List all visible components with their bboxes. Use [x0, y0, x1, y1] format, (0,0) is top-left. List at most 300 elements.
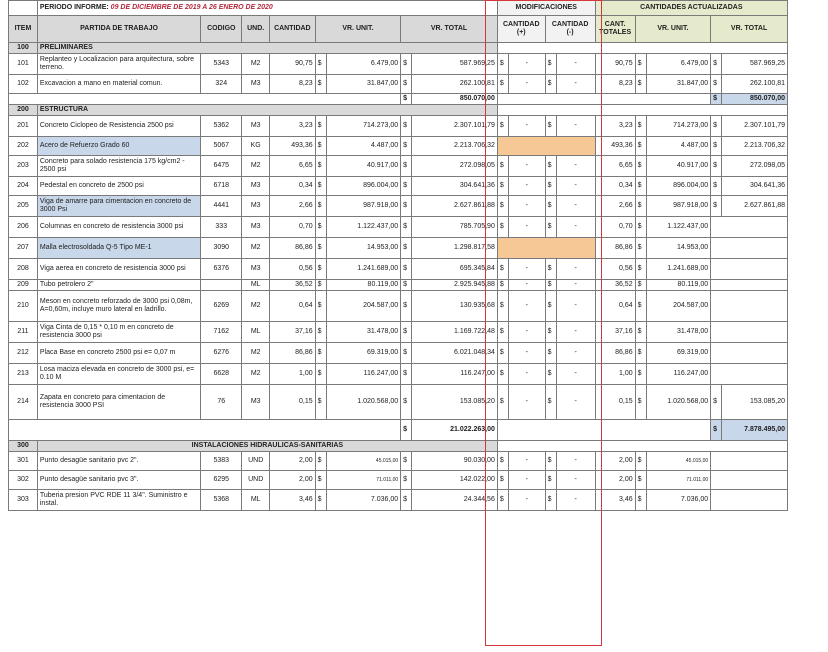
- currency-symbol: $: [401, 291, 412, 322]
- col-vr-unit-act: VR. UNIT.: [635, 16, 711, 43]
- vr-unit-act-cell: 6.479,00: [646, 54, 710, 75]
- modificaciones-header: MODIFICACIONES: [497, 1, 595, 16]
- vr-unit-act-cell: 80.119,00: [646, 280, 710, 291]
- item-cell: 212: [9, 343, 38, 364]
- dash-cell: -: [508, 116, 545, 137]
- table-row: [9, 280, 788, 291]
- currency-symbol: $: [315, 238, 326, 259]
- vr-total-act-cell: 304.641,36: [722, 177, 788, 196]
- subtotal-row-200: [9, 420, 788, 441]
- currency-symbol: $: [315, 217, 326, 238]
- vr-unit-act-cell: 69.319,00: [646, 343, 710, 364]
- cantidad-cell: 2,00: [270, 452, 316, 471]
- section-name: PRELIMINARES: [37, 43, 497, 54]
- table-row: [9, 322, 788, 343]
- currency-symbol: $: [545, 54, 556, 75]
- blank-cell: [711, 490, 788, 511]
- currency-symbol: $: [635, 177, 646, 196]
- cantidad-cell: 1,00: [270, 364, 316, 385]
- item-cell: 211: [9, 322, 38, 343]
- description-cell: Concreto Ciclopeo de Resistencia 2500 psi: [37, 116, 200, 137]
- currency-symbol: $: [711, 177, 722, 196]
- vr-total-cell: 304.641,36: [412, 177, 498, 196]
- description-cell: Losa maciza elevada en concreto de 3000 psi, e= 0.10 M: [37, 364, 200, 385]
- cantidad-cell: 0,70: [270, 217, 316, 238]
- cantidad-cell: 0,34: [270, 177, 316, 196]
- cantidad-cell: 493,36: [270, 137, 316, 156]
- currency-symbol: $: [401, 259, 412, 280]
- currency-symbol: $: [545, 452, 556, 471]
- cant-totales-cell: 3,46: [595, 490, 635, 511]
- vr-unit-cell: 69.319,00: [326, 343, 400, 364]
- und-cell: M2: [242, 54, 270, 75]
- und-cell: M2: [242, 364, 270, 385]
- cant-totales-cell: 493,36: [595, 137, 635, 156]
- section-total: 850.070,00: [412, 94, 498, 105]
- vr-unit-act-cell: 40.917,00: [646, 156, 710, 177]
- description-cell: Viga de amarre para cimentacion en concreto de 3000 Psi: [37, 196, 200, 217]
- dash-cell: -: [508, 217, 545, 238]
- vr-unit-act-cell: 987.918,00: [646, 196, 710, 217]
- blank-cell: [9, 1, 38, 16]
- und-cell: M3: [242, 116, 270, 137]
- cantidad-cell: 0,56: [270, 259, 316, 280]
- dash-cell: -: [556, 54, 595, 75]
- codigo-cell: 6475: [201, 156, 242, 177]
- blank-cell: [711, 217, 788, 238]
- cantidad-cell: 3,46: [270, 490, 316, 511]
- dash-cell: -: [508, 75, 545, 94]
- cantidad-cell: 3,23: [270, 116, 316, 137]
- currency-symbol: $: [497, 116, 508, 137]
- subtotal-row-100: [9, 94, 788, 105]
- currency-symbol: $: [401, 385, 412, 420]
- table-row: [9, 452, 788, 471]
- und-cell: M3: [242, 217, 270, 238]
- vr-total-act-cell: 2.213.706,32: [722, 137, 788, 156]
- vr-unit-cell: 31.478,00: [326, 322, 400, 343]
- und-cell: M3: [242, 259, 270, 280]
- col-partida: PARTIDA DE TRABAJO: [37, 16, 200, 43]
- currency-symbol: $: [497, 291, 508, 322]
- currency-symbol: $: [545, 322, 556, 343]
- currency-symbol: $: [401, 54, 412, 75]
- description-cell: Meson en concreto reforzado de 3000 psi 0,08m, A=0,60m, incluye muro lateral en ladrillo.: [37, 291, 200, 322]
- cant-totales-cell: 0,70: [595, 217, 635, 238]
- cant-totales-cell: 8,23: [595, 75, 635, 94]
- vr-total-act-cell: 2.627.861,88: [722, 196, 788, 217]
- dash-cell: -: [556, 291, 595, 322]
- vr-unit-cell: 6.479,00: [326, 54, 400, 75]
- currency-symbol: $: [635, 490, 646, 511]
- vr-unit-cell: 204.587,00: [326, 291, 400, 322]
- table-row: [9, 116, 788, 137]
- dash-cell: -: [508, 490, 545, 511]
- currency-symbol: $: [545, 196, 556, 217]
- cant-totales-cell: 0,15: [595, 385, 635, 420]
- section-total: 21.022.263,00: [412, 420, 498, 441]
- cant-totales-cell: 1,00: [595, 364, 635, 385]
- cant-totales-cell: 6,65: [595, 156, 635, 177]
- currency-symbol: $: [635, 238, 646, 259]
- table-row: [9, 75, 788, 94]
- blank-cell: [9, 420, 401, 441]
- dash-cell: -: [508, 280, 545, 291]
- currency-symbol: $: [497, 156, 508, 177]
- currency-symbol: $: [315, 343, 326, 364]
- description-cell: Tuberia presion PVC RDE 11 3/4". Suministro e instal.: [37, 490, 200, 511]
- currency-symbol: $: [401, 217, 412, 238]
- vr-unit-cell: 80.119,00: [326, 280, 400, 291]
- currency-symbol: $: [635, 343, 646, 364]
- currency-symbol: $: [635, 452, 646, 471]
- currency-symbol: $: [497, 196, 508, 217]
- dash-cell: -: [556, 156, 595, 177]
- vr-total-cell: 142.022,00: [412, 471, 498, 490]
- item-cell: 213: [9, 364, 38, 385]
- table-row: [9, 196, 788, 217]
- currency-symbol: $: [401, 322, 412, 343]
- vr-total-cell: 272.098,05: [412, 156, 498, 177]
- dash-cell: -: [556, 471, 595, 490]
- currency-symbol: $: [497, 364, 508, 385]
- vr-total-cell: 695.345,84: [412, 259, 498, 280]
- vr-total-cell: 262.100,81: [412, 75, 498, 94]
- cant-totales-cell: 90,75: [595, 54, 635, 75]
- blank-cell: [9, 94, 401, 105]
- cant-totales-cell: 36,52: [595, 280, 635, 291]
- section-name: ESTRUCTURA: [37, 105, 497, 116]
- und-cell: UND: [242, 452, 270, 471]
- vr-total-cell: 587.969,25: [412, 54, 498, 75]
- und-cell: M2: [242, 343, 270, 364]
- vr-total-cell: 2.307.101,79: [412, 116, 498, 137]
- currency-symbol: $: [545, 364, 556, 385]
- currency-symbol: $: [315, 259, 326, 280]
- currency-symbol: $: [545, 116, 556, 137]
- cantidad-cell: 36,52: [270, 280, 316, 291]
- section-total-act: 7.878.495,00: [722, 420, 788, 441]
- currency-symbol: $: [635, 156, 646, 177]
- dash-cell: -: [508, 156, 545, 177]
- section-row-300: [9, 441, 788, 452]
- dash-cell: -: [508, 471, 545, 490]
- cantidad-cell: 2,66: [270, 196, 316, 217]
- currency-symbol: $: [401, 452, 412, 471]
- item-cell: 203: [9, 156, 38, 177]
- currency-symbol: $: [497, 54, 508, 75]
- cantidad-cell: 37,16: [270, 322, 316, 343]
- currency-symbol: $: [497, 217, 508, 238]
- cant-totales-cell: 86,86: [595, 238, 635, 259]
- blank-cell: [711, 238, 788, 259]
- dash-cell: -: [556, 452, 595, 471]
- vr-total-cell: 116.247,00: [412, 364, 498, 385]
- currency-symbol: $: [635, 196, 646, 217]
- und-cell: KG: [242, 137, 270, 156]
- description-cell: Concreto para solado resistencia 175 kg/cm2 - 2500 psi: [37, 156, 200, 177]
- vr-total-act-cell: 262.100,81: [722, 75, 788, 94]
- dash-cell: -: [556, 259, 595, 280]
- table-row: [9, 156, 788, 177]
- dash-cell: -: [508, 196, 545, 217]
- dash-cell: -: [556, 196, 595, 217]
- currency-symbol: $: [315, 385, 326, 420]
- dash-cell: -: [556, 177, 595, 196]
- cant-totales-cell: 2,00: [595, 452, 635, 471]
- periodo-label: PERIODO INFORME:: [39, 4, 109, 11]
- currency-symbol: $: [401, 94, 412, 105]
- vr-unit-cell: 45.015,00: [326, 452, 400, 471]
- column-header-row: [9, 16, 788, 43]
- blank-cell: [497, 94, 710, 105]
- codigo-cell: 6718: [201, 177, 242, 196]
- currency-symbol: $: [545, 291, 556, 322]
- section-row-200: [9, 105, 788, 116]
- vr-unit-cell: 7.036,00: [326, 490, 400, 511]
- und-cell: M3: [242, 75, 270, 94]
- currency-symbol: $: [711, 196, 722, 217]
- budget-sheet: [8, 0, 796, 511]
- codigo-cell: 5343: [201, 54, 242, 75]
- codigo-cell: 7162: [201, 322, 242, 343]
- vr-unit-act-cell: 4.487,00: [646, 137, 710, 156]
- currency-symbol: $: [497, 343, 508, 364]
- item-cell: 208: [9, 259, 38, 280]
- item-cell: 210: [9, 291, 38, 322]
- vr-unit-cell: 4.487,00: [326, 137, 400, 156]
- blank-cell: [497, 420, 710, 441]
- cant-totales-cell: 86,86: [595, 343, 635, 364]
- currency-symbol: $: [711, 75, 722, 94]
- col-cantidad-minus: CANTIDAD (-): [545, 16, 595, 43]
- currency-symbol: $: [315, 54, 326, 75]
- item-cell: 209: [9, 280, 38, 291]
- currency-symbol: $: [497, 177, 508, 196]
- codigo-cell: 3090: [201, 238, 242, 259]
- currency-symbol: $: [315, 490, 326, 511]
- currency-symbol: $: [315, 116, 326, 137]
- col-item: ITEM: [9, 16, 38, 43]
- description-cell: Punto desagüe sanitario pvc 2".: [37, 452, 200, 471]
- description-cell: Tubo petrolero 2": [37, 280, 200, 291]
- vr-unit-act-cell: 1.020.568,00: [646, 385, 710, 420]
- dash-cell: -: [508, 343, 545, 364]
- vr-total-cell: 1.298.817,58: [412, 238, 498, 259]
- codigo-cell: 6295: [201, 471, 242, 490]
- blank-cell: [711, 322, 788, 343]
- dash-cell: -: [556, 116, 595, 137]
- blank-cell: [711, 471, 788, 490]
- dash-cell: -: [556, 322, 595, 343]
- und-cell: M3: [242, 385, 270, 420]
- currency-symbol: $: [635, 291, 646, 322]
- codigo-cell: 4441: [201, 196, 242, 217]
- currency-symbol: $: [315, 137, 326, 156]
- dash-cell: -: [508, 452, 545, 471]
- description-cell: Excavacion a mano en material comun.: [37, 75, 200, 94]
- blank-cell: [711, 259, 788, 280]
- currency-symbol: $: [315, 452, 326, 471]
- vr-unit-cell: 1.020.568,00: [326, 385, 400, 420]
- vr-total-cell: 1.169.722,48: [412, 322, 498, 343]
- codigo-cell: 6276: [201, 343, 242, 364]
- vr-total-cell: 24.344,56: [412, 490, 498, 511]
- currency-symbol: $: [497, 280, 508, 291]
- budget-table: [8, 0, 788, 511]
- cant-totales-cell: 0,34: [595, 177, 635, 196]
- dash-cell: -: [508, 364, 545, 385]
- item-cell: 204: [9, 177, 38, 196]
- dash-cell: -: [556, 217, 595, 238]
- currency-symbol: $: [497, 452, 508, 471]
- vr-total-cell: 2.213.706,32: [412, 137, 498, 156]
- blank-cell: [711, 343, 788, 364]
- vr-unit-act-cell: 31.847,00: [646, 75, 710, 94]
- codigo-cell: 6269: [201, 291, 242, 322]
- currency-symbol: $: [711, 116, 722, 137]
- currency-symbol: $: [497, 322, 508, 343]
- description-cell: Zapata en concreto para cimentacion de resistencia 3000 PSI: [37, 385, 200, 420]
- und-cell: ML: [242, 490, 270, 511]
- currency-symbol: $: [401, 75, 412, 94]
- vr-total-cell: 2.627.861,88: [412, 196, 498, 217]
- vr-total-act-cell: 153.085,20: [722, 385, 788, 420]
- vr-unit-act-cell: 896.004,00: [646, 177, 710, 196]
- cantidades-actualizadas-header: CANTIDADES ACTUALIZADAS: [595, 1, 787, 16]
- vr-unit-cell: 896.004,00: [326, 177, 400, 196]
- dash-cell: -: [508, 385, 545, 420]
- item-cell: 205: [9, 196, 38, 217]
- vr-unit-act-cell: 204.587,00: [646, 291, 710, 322]
- currency-symbol: $: [497, 490, 508, 511]
- cantidad-cell: 90,75: [270, 54, 316, 75]
- vr-unit-cell: 31.847,00: [326, 75, 400, 94]
- section-total-act: 850.070,00: [722, 94, 788, 105]
- currency-symbol: $: [635, 54, 646, 75]
- item-cell: 301: [9, 452, 38, 471]
- vr-unit-act-cell: 45.015,00: [646, 452, 710, 471]
- vr-unit-act-cell: 714.273,00: [646, 116, 710, 137]
- codigo-cell: 5368: [201, 490, 242, 511]
- currency-symbol: $: [315, 177, 326, 196]
- cantidad-cell: 86,86: [270, 343, 316, 364]
- vr-total-cell: 2.925.945,88: [412, 280, 498, 291]
- vr-unit-act-cell: 7.036,00: [646, 490, 710, 511]
- description-cell: Malla electrosoldada Q-5 Tipo ME-1: [37, 238, 200, 259]
- description-cell: Viga Cinta de 0,15 * 0,10 m en concreto de resistencia 3000 psi: [37, 322, 200, 343]
- highlighted-modification-cell: [497, 137, 595, 156]
- cant-totales-cell: 2,66: [595, 196, 635, 217]
- currency-symbol: $: [635, 116, 646, 137]
- currency-symbol: $: [497, 471, 508, 490]
- cant-totales-cell: 0,64: [595, 291, 635, 322]
- currency-symbol: $: [401, 238, 412, 259]
- col-cant-totales: CANT. TOTALES: [595, 16, 635, 43]
- cant-totales-cell: 0,56: [595, 259, 635, 280]
- vr-total-cell: 130.935,68: [412, 291, 498, 322]
- currency-symbol: $: [711, 94, 722, 105]
- table-row: [9, 259, 788, 280]
- item-cell: 214: [9, 385, 38, 420]
- vr-total-cell: 90.030,00: [412, 452, 498, 471]
- currency-symbol: $: [635, 322, 646, 343]
- description-cell: Punto desagüe sanitario pvc 3".: [37, 471, 200, 490]
- currency-symbol: $: [635, 364, 646, 385]
- codigo-cell: 333: [201, 217, 242, 238]
- table-row: [9, 471, 788, 490]
- section-name: INSTALACIONES HIDRAULICAS-SANITARIAS: [37, 441, 497, 452]
- currency-symbol: $: [401, 471, 412, 490]
- vr-unit-cell: 714.273,00: [326, 116, 400, 137]
- currency-symbol: $: [545, 75, 556, 94]
- und-cell: M2: [242, 291, 270, 322]
- currency-symbol: $: [635, 280, 646, 291]
- und-cell: M3: [242, 177, 270, 196]
- dash-cell: -: [556, 280, 595, 291]
- currency-symbol: $: [497, 259, 508, 280]
- cantidad-cell: 0,64: [270, 291, 316, 322]
- vr-unit-act-cell: 14.953,00: [646, 238, 710, 259]
- currency-symbol: $: [545, 259, 556, 280]
- item-cell: 206: [9, 217, 38, 238]
- currency-symbol: $: [635, 75, 646, 94]
- table-row: [9, 54, 788, 75]
- currency-symbol: $: [401, 364, 412, 385]
- currency-symbol: $: [401, 280, 412, 291]
- table-row: [9, 217, 788, 238]
- blank-cell: [497, 441, 787, 452]
- blank-cell: [497, 43, 787, 54]
- periodo-dates: 09 DE DICIEMBRE DE 2019 A 26 ENERO DE 2020: [110, 4, 273, 11]
- currency-symbol: $: [635, 137, 646, 156]
- currency-symbol: $: [545, 343, 556, 364]
- description-cell: Columnas en concreto de resistencia 3000 psi: [37, 217, 200, 238]
- currency-symbol: $: [635, 259, 646, 280]
- currency-symbol: $: [545, 177, 556, 196]
- currency-symbol: $: [315, 156, 326, 177]
- currency-symbol: $: [315, 196, 326, 217]
- cantidad-cell: 8,23: [270, 75, 316, 94]
- vr-unit-act-cell: 71.011,00: [646, 471, 710, 490]
- blank-cell: [711, 452, 788, 471]
- currency-symbol: $: [315, 280, 326, 291]
- dash-cell: -: [508, 54, 545, 75]
- table-row: [9, 137, 788, 156]
- currency-symbol: $: [711, 54, 722, 75]
- col-vr-unit: VR. UNIT.: [315, 16, 401, 43]
- currency-symbol: $: [545, 217, 556, 238]
- und-cell: ML: [242, 280, 270, 291]
- col-und: UND.: [242, 16, 270, 43]
- currency-symbol: $: [497, 75, 508, 94]
- currency-symbol: $: [401, 156, 412, 177]
- codigo-cell: 5067: [201, 137, 242, 156]
- cant-totales-cell: 3,23: [595, 116, 635, 137]
- currency-symbol: $: [401, 116, 412, 137]
- cant-totales-cell: 2,00: [595, 471, 635, 490]
- codigo-cell: 5362: [201, 116, 242, 137]
- currency-symbol: $: [635, 471, 646, 490]
- currency-symbol: $: [401, 137, 412, 156]
- vr-total-act-cell: 587.969,25: [722, 54, 788, 75]
- description-cell: Acero de Refuerzo Grado 60: [37, 137, 200, 156]
- currency-symbol: $: [401, 196, 412, 217]
- codigo-cell: 76: [201, 385, 242, 420]
- table-row: [9, 490, 788, 511]
- currency-symbol: $: [635, 385, 646, 420]
- und-cell: M3: [242, 196, 270, 217]
